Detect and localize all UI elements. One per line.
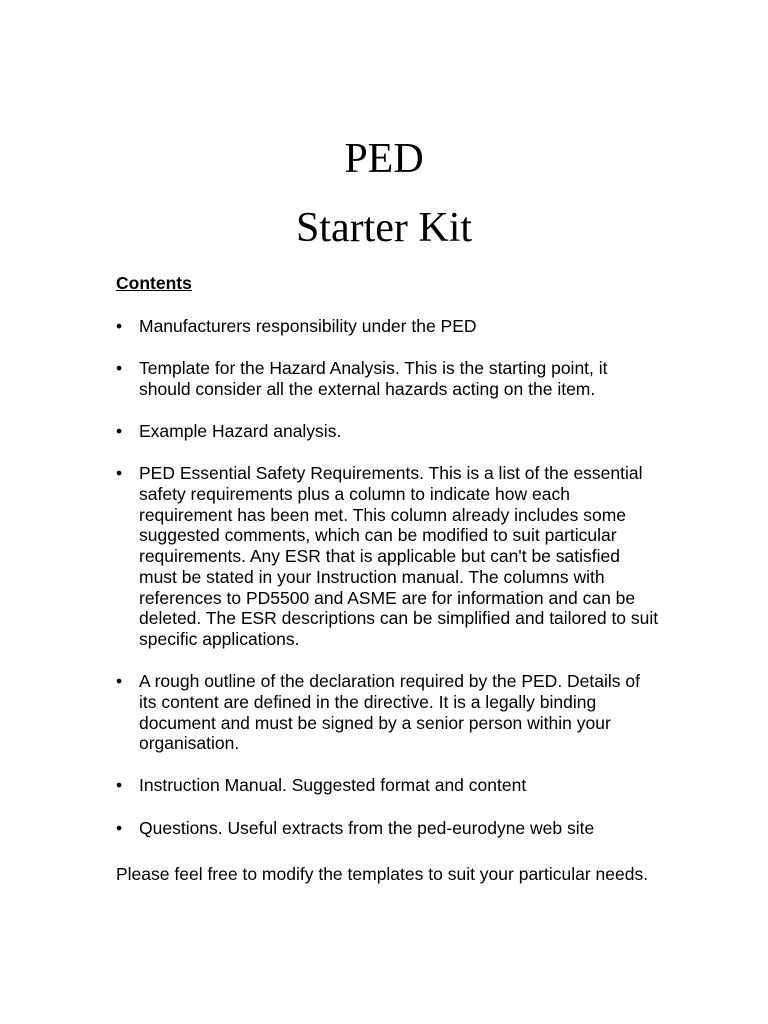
list-item-text: Questions. Useful extracts from the ped-eurodyne web site — [139, 817, 595, 838]
list-item-text: Instruction Manual. Suggested format and content — [139, 775, 527, 796]
list-item-text: Template for the Hazard Analysis. This is the starting point, it should consider all the external hazards acting on the item. — [139, 358, 608, 399]
bullet-icon: • — [116, 817, 123, 838]
bullet-icon: • — [116, 316, 123, 336]
list-item-text: PED Essential Safety Requirements. This is a list of the essential safety requirements plus a column to indicate how each requirement has been met. This column already includes some suggested comments, which can be modified to suit particular requirements. Any ESR that is applicable but can't be satisfied must be stated in your Instruction manual. The columns with references to PD5500 and ASME are for information and can be deleted. The ESR descriptions can be simplified and tailored to suit specific applications. — [139, 463, 659, 649]
bullet-icon: • — [116, 463, 123, 484]
bullet-icon: • — [116, 358, 123, 379]
list-item — [116, 421, 661, 442]
list-item — [116, 671, 661, 754]
list-item — [116, 775, 661, 796]
list-item — [116, 818, 661, 839]
bullet-icon: • — [116, 671, 123, 692]
title-line-1: PED — [344, 136, 424, 182]
title-line-2: Starter Kit — [295, 205, 473, 251]
list-item — [116, 358, 661, 399]
list-item — [116, 463, 661, 649]
bullet-icon: • — [116, 421, 123, 442]
list-item-text: A rough outline of the declaration required by the PED. Details of its content are defined in the directive. It is a legally binding document and must be signed by a senior person within your organisation. — [139, 671, 640, 754]
list-item-text: Example Hazard analysis. — [139, 421, 342, 442]
contents-list — [116, 316, 661, 860]
bullet-icon: • — [116, 775, 123, 796]
contents-heading: Contents — [116, 273, 192, 293]
list-item-text: Manufacturers responsibility under the PED — [139, 316, 477, 336]
closing-paragraph: Please feel free to modify the templates to suit your particular needs. — [116, 864, 649, 884]
list-item — [116, 316, 661, 337]
